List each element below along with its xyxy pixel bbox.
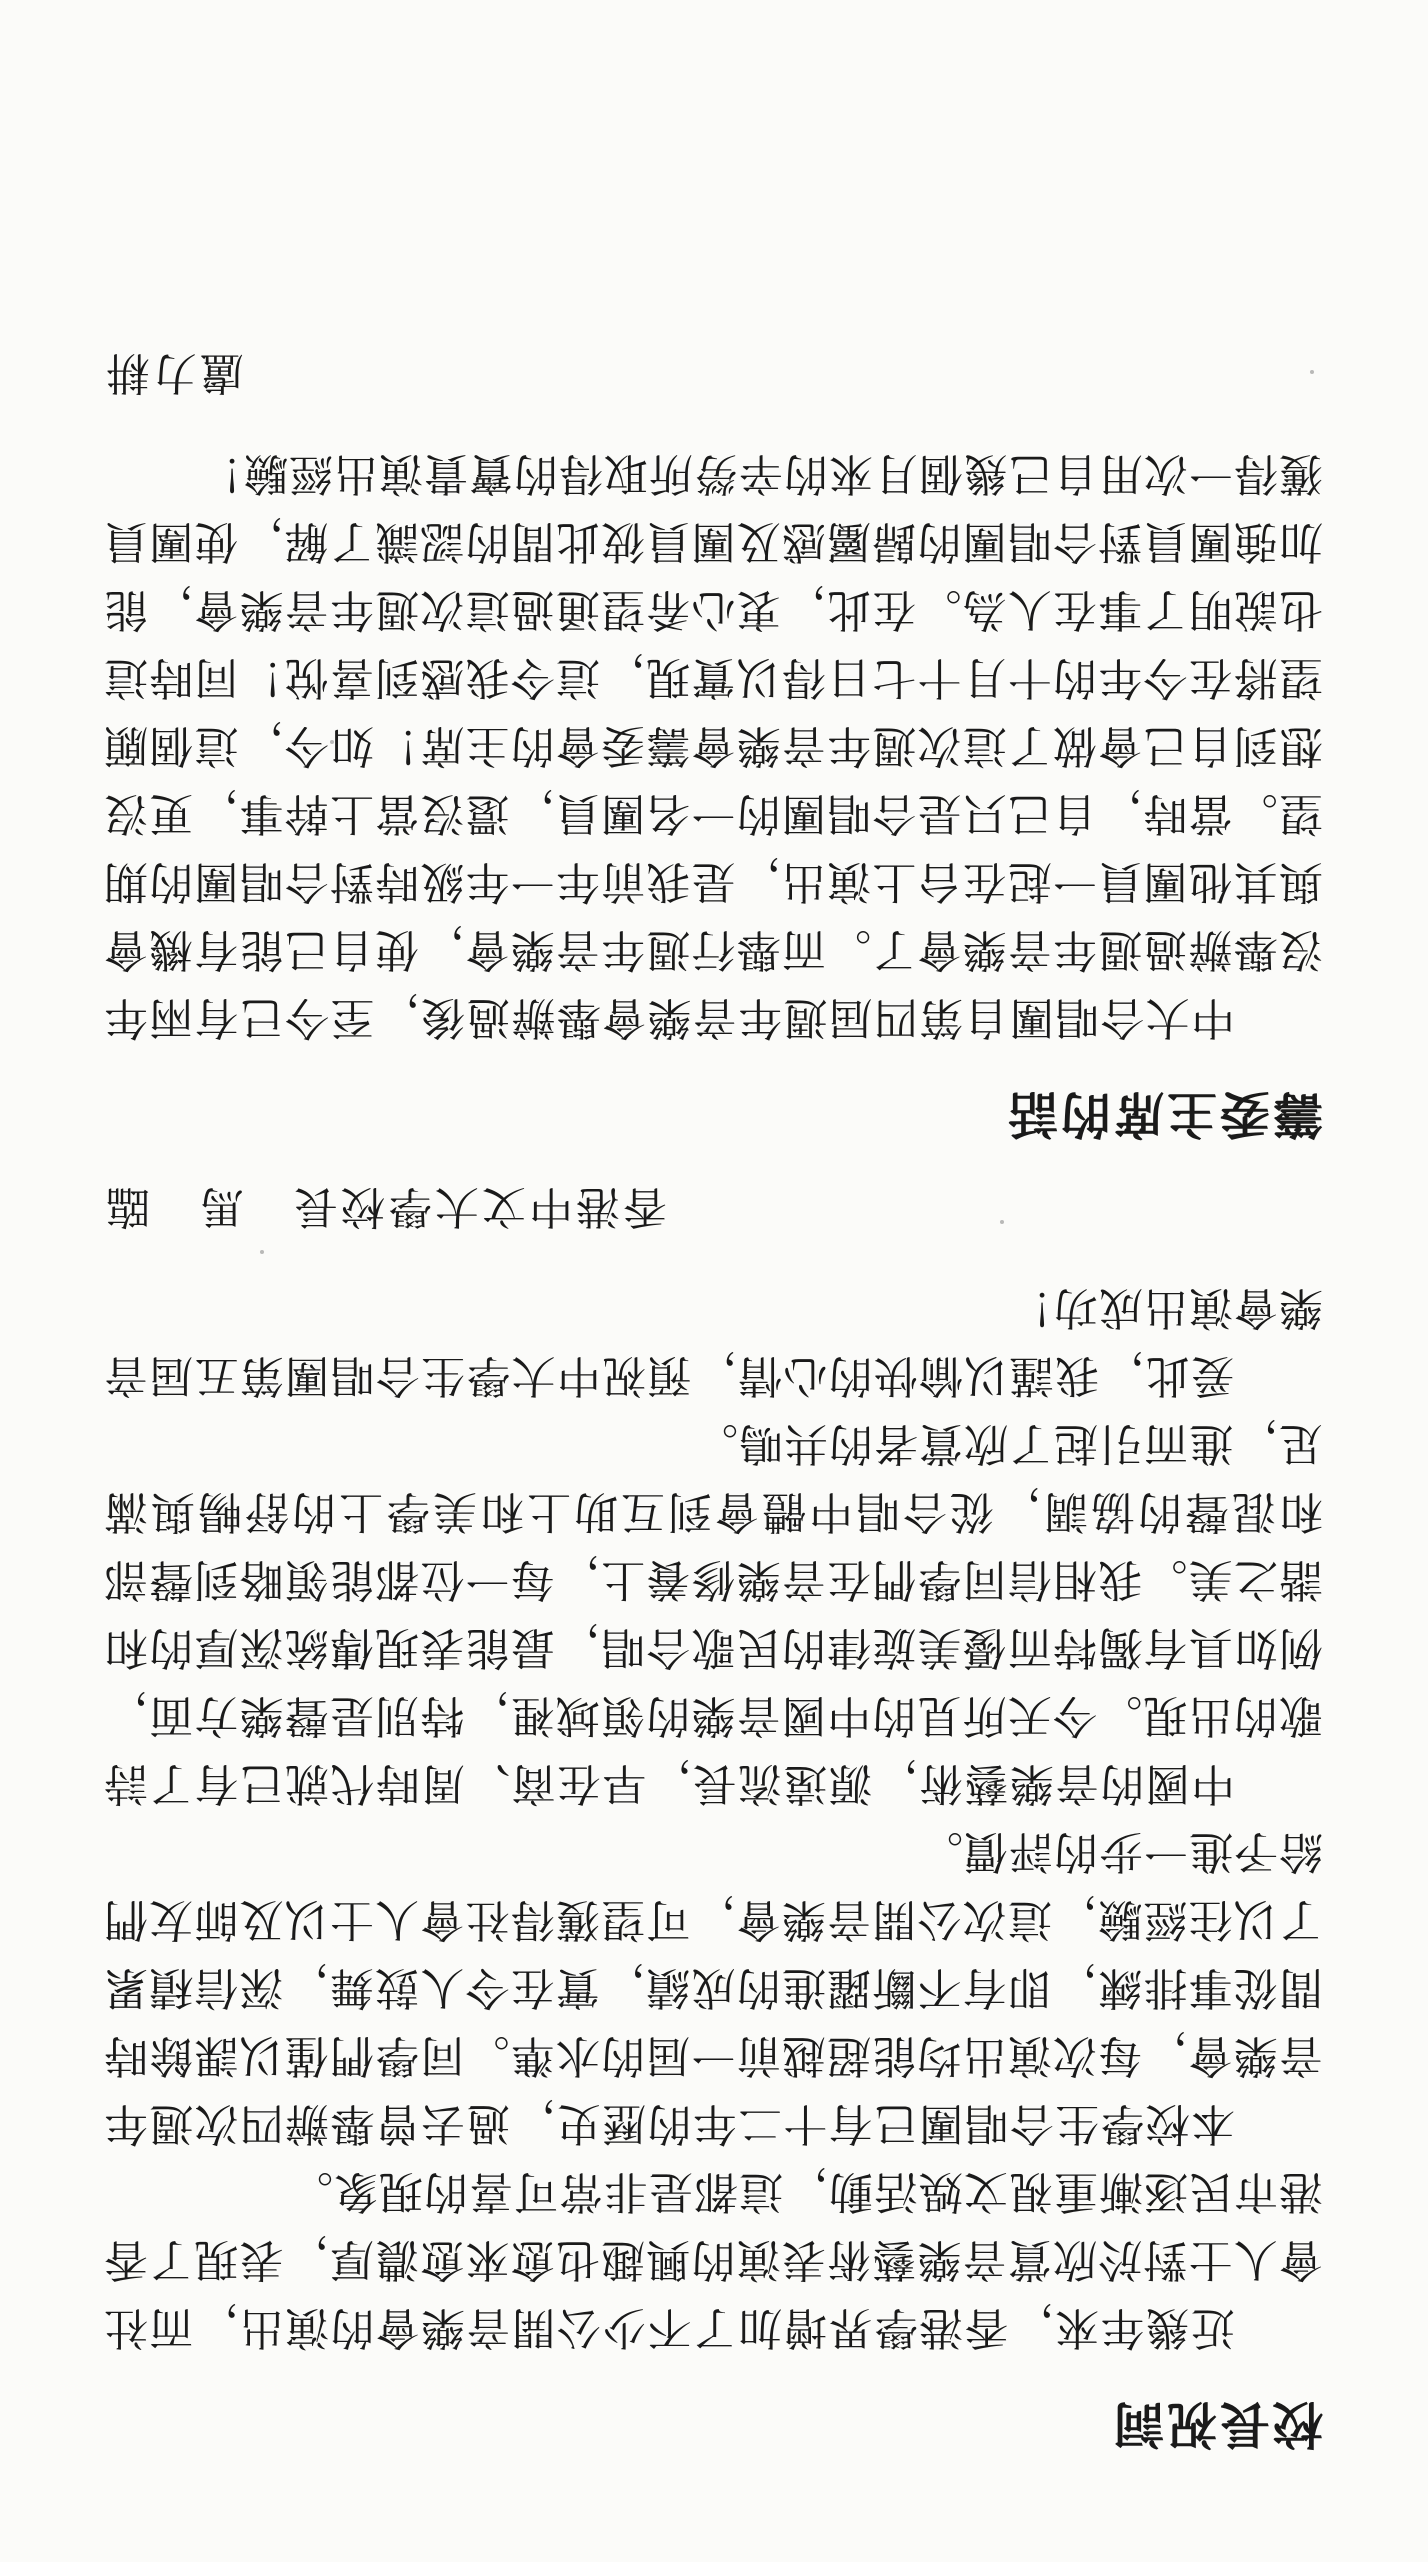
chair-title: 籌委主席的話 bbox=[1005, 1085, 1323, 1144]
chair-signature: 盧力耕 bbox=[103, 347, 244, 398]
principal-paragraph: 中國的音樂藝術，源遠流長，早在商、周時代就已有了詩歌的出現。今天所見的中國音樂的領域裡，特別是聲樂方面，例如具有獨特而優美旋律的民歌合唱，最能表現傳統深厚的和諧之美。我相信同學們在音樂修養上，每一位都能領略到聲部和混聲的協調，從合唱中體會到互助上和美學上的舒暢與滿足，進而引起了欣賞者的共鳴。 bbox=[103, 1418, 1323, 1809]
principal-paragraph: 本校學生合唱團已有十二年的歷史，過去曾舉辦四次週年音樂會，每次演出均能超越前一屆的水準。同學們僅以課餘時間從事排練，即有不斷躍進的成績，實在令人鼓舞，深信積累了以往經驗，這次公開音樂會，可望獲得社會人士以及師友們給予進一步的評價。 bbox=[103, 1826, 1323, 2149]
principal-title: 校長祝詞 bbox=[1111, 2395, 1323, 2454]
chair-message bbox=[103, 345, 1323, 1142]
principal-message bbox=[103, 1179, 1323, 2452]
principal-signature: 香港中文大學校長 馬 臨 bbox=[103, 1181, 667, 1232]
principal-paragraph: 近幾年來，香港學界增加了不少公開音樂會的演出，而社會人士對於欣賞音樂藝術表演的興趣也愈來愈濃厚，表現了香港市民逐漸重視文娛活動，這都是非常可喜的現象。 bbox=[103, 2166, 1323, 2353]
principal-paragraph: 爰此，我謹以愉快的心情，預祝中大學生合唱團第五屆音樂會演出成功！ bbox=[103, 1282, 1323, 1401]
chair-paragraph: 中大合唱團自第四屆週年音樂會舉辦過後，至今已有兩年沒舉辦過週年音樂會了。而舉行週年音樂會，使自己能有機會與其他團員一起在台上演出，是我前年一年級時對合唱團的期望。當時，自己只是合唱團的一名團員，還沒當上幹事，更沒想到自己會做了這次週年音樂會籌委會的主席！如今，這個願望將在今年的十月十七日得以實現，這令我感到喜悅！同時這也說明了事在人為。在此，衷心希望通過這次週年音樂會，能加強團員對合唱團的歸屬感及團員彼此間的認識了解，使團員獲得一次用自己幾個月來的辛勞所取得的寶貴演出經驗！ bbox=[103, 448, 1323, 1043]
